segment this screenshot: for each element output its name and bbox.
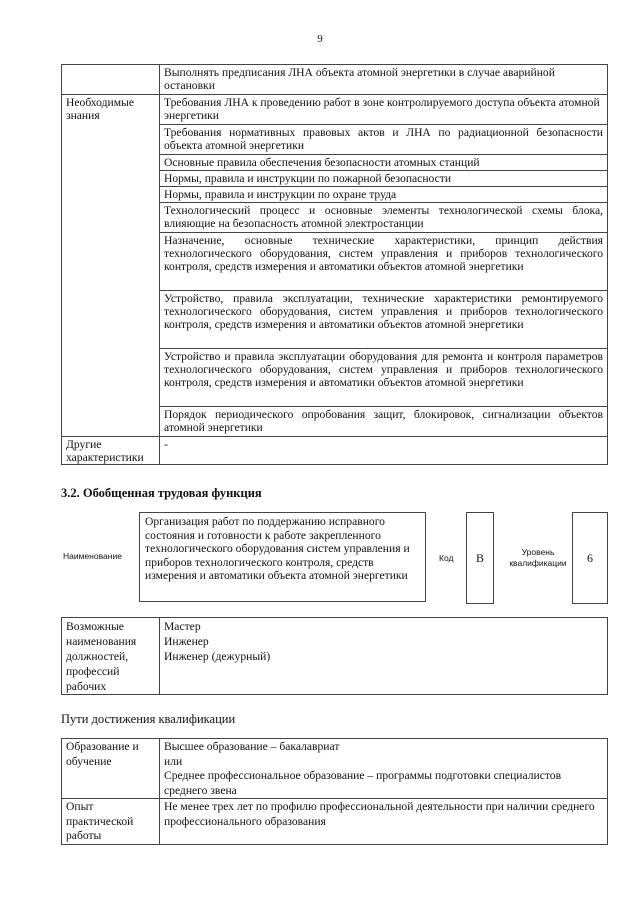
- knowledge-item: Нормы, правила и инструкции по охране труда: [160, 187, 608, 203]
- table-row: [62, 618, 608, 695]
- knowledge-item: Порядок периодического опробования защит, блокировок, сигнализации объектов атомной энергетики: [160, 407, 608, 437]
- education-line: Высшее образование – бакалавриат: [164, 740, 340, 753]
- action-cell: Выполнять предписания ЛНА объекта атомной энергетики в случае аварийной остановки: [160, 65, 608, 95]
- positions-cell: [160, 618, 608, 695]
- knowledge-item: Технологический процесс и основные элементы технологической схемы блока, влияющие на безопасность атомной электростанции: [160, 203, 608, 233]
- other-value: -: [160, 437, 608, 465]
- empty-cell: [62, 65, 160, 95]
- paths-heading: Пути достижения квалификации: [61, 712, 236, 726]
- experience-value: Не менее трех лет по профилю профессиональной деятельности при наличии среднего профессионального образования: [160, 799, 608, 845]
- experience-label: Опыт практической работы: [62, 799, 160, 845]
- positions-table: [61, 617, 608, 695]
- knowledge-table: [61, 64, 608, 465]
- position-item: Мастер: [164, 620, 201, 633]
- position-item: Инженер (дежурный): [164, 650, 271, 663]
- table-row: [62, 65, 608, 95]
- education-line: Среднее профессиональное образование – программы подготовки специалистов среднего звена: [164, 769, 562, 797]
- knowledge-item: Назначение, основные технические характеристики, принцип действия технологического оборудования, систем управления и приборов технологического контроля, средств измерения и автоматики объектов атомной энергетики: [160, 233, 608, 291]
- knowledge-item: Основные правила обеспечения безопасности атомных станций: [160, 155, 608, 171]
- table-row: [62, 799, 608, 845]
- name-label: Наименование: [63, 551, 122, 561]
- education-line: или: [164, 754, 183, 768]
- level-label: Уровень квалификации: [509, 547, 567, 568]
- page-number: 9: [317, 33, 323, 45]
- section-heading: 3.2. Обобщенная трудовая функция: [61, 486, 262, 500]
- knowledge-item: Требования ЛНА к проведению работ в зоне контролируемого доступа объекта атомной энергетики: [160, 95, 608, 125]
- knowledge-item: Устройство и правила эксплуатации оборудования для ремонта и контроля параметров технологического оборудования, систем управления и приборов технологического контроля, средств измерения и автоматики объектов атомной энергетики: [160, 349, 608, 407]
- positions-label: Возможные наименования должностей, профессий рабочих: [62, 618, 160, 695]
- knowledge-item: Нормы, правила и инструкции по пожарной безопасности: [160, 171, 608, 187]
- knowledge-label: Необходимые знания: [62, 95, 160, 437]
- knowledge-item: Требования нормативных правовых актов и ЛНА по радиационной безопасности объекта атомной энергетики: [160, 125, 608, 155]
- code-label: Код: [439, 553, 454, 563]
- education-label: Образование и обучение: [62, 739, 160, 799]
- knowledge-item: Устройство, правила эксплуатации, технические характеристики ремонтируемого технологического оборудования, систем управления и приборов технологического контроля, средств измерения и автоматики объектов атомной энергетики: [160, 291, 608, 349]
- table-row: [62, 95, 608, 125]
- table-row: [62, 739, 608, 799]
- function-name-box: Организация работ по поддержанию исправного состояния и готовности к работе закрепленного технологического оборудования систем управления и приборов технологического контроля, средств измерения и автоматики объекта атомной энергетики: [139, 512, 426, 602]
- level-box: 6: [572, 512, 608, 604]
- qualification-table: [61, 738, 608, 845]
- other-label: Другие характеристики: [62, 437, 160, 465]
- code-box: В: [466, 512, 494, 604]
- education-cell: [160, 739, 608, 799]
- position-item: Инженер: [164, 635, 209, 648]
- table-row: [62, 437, 608, 465]
